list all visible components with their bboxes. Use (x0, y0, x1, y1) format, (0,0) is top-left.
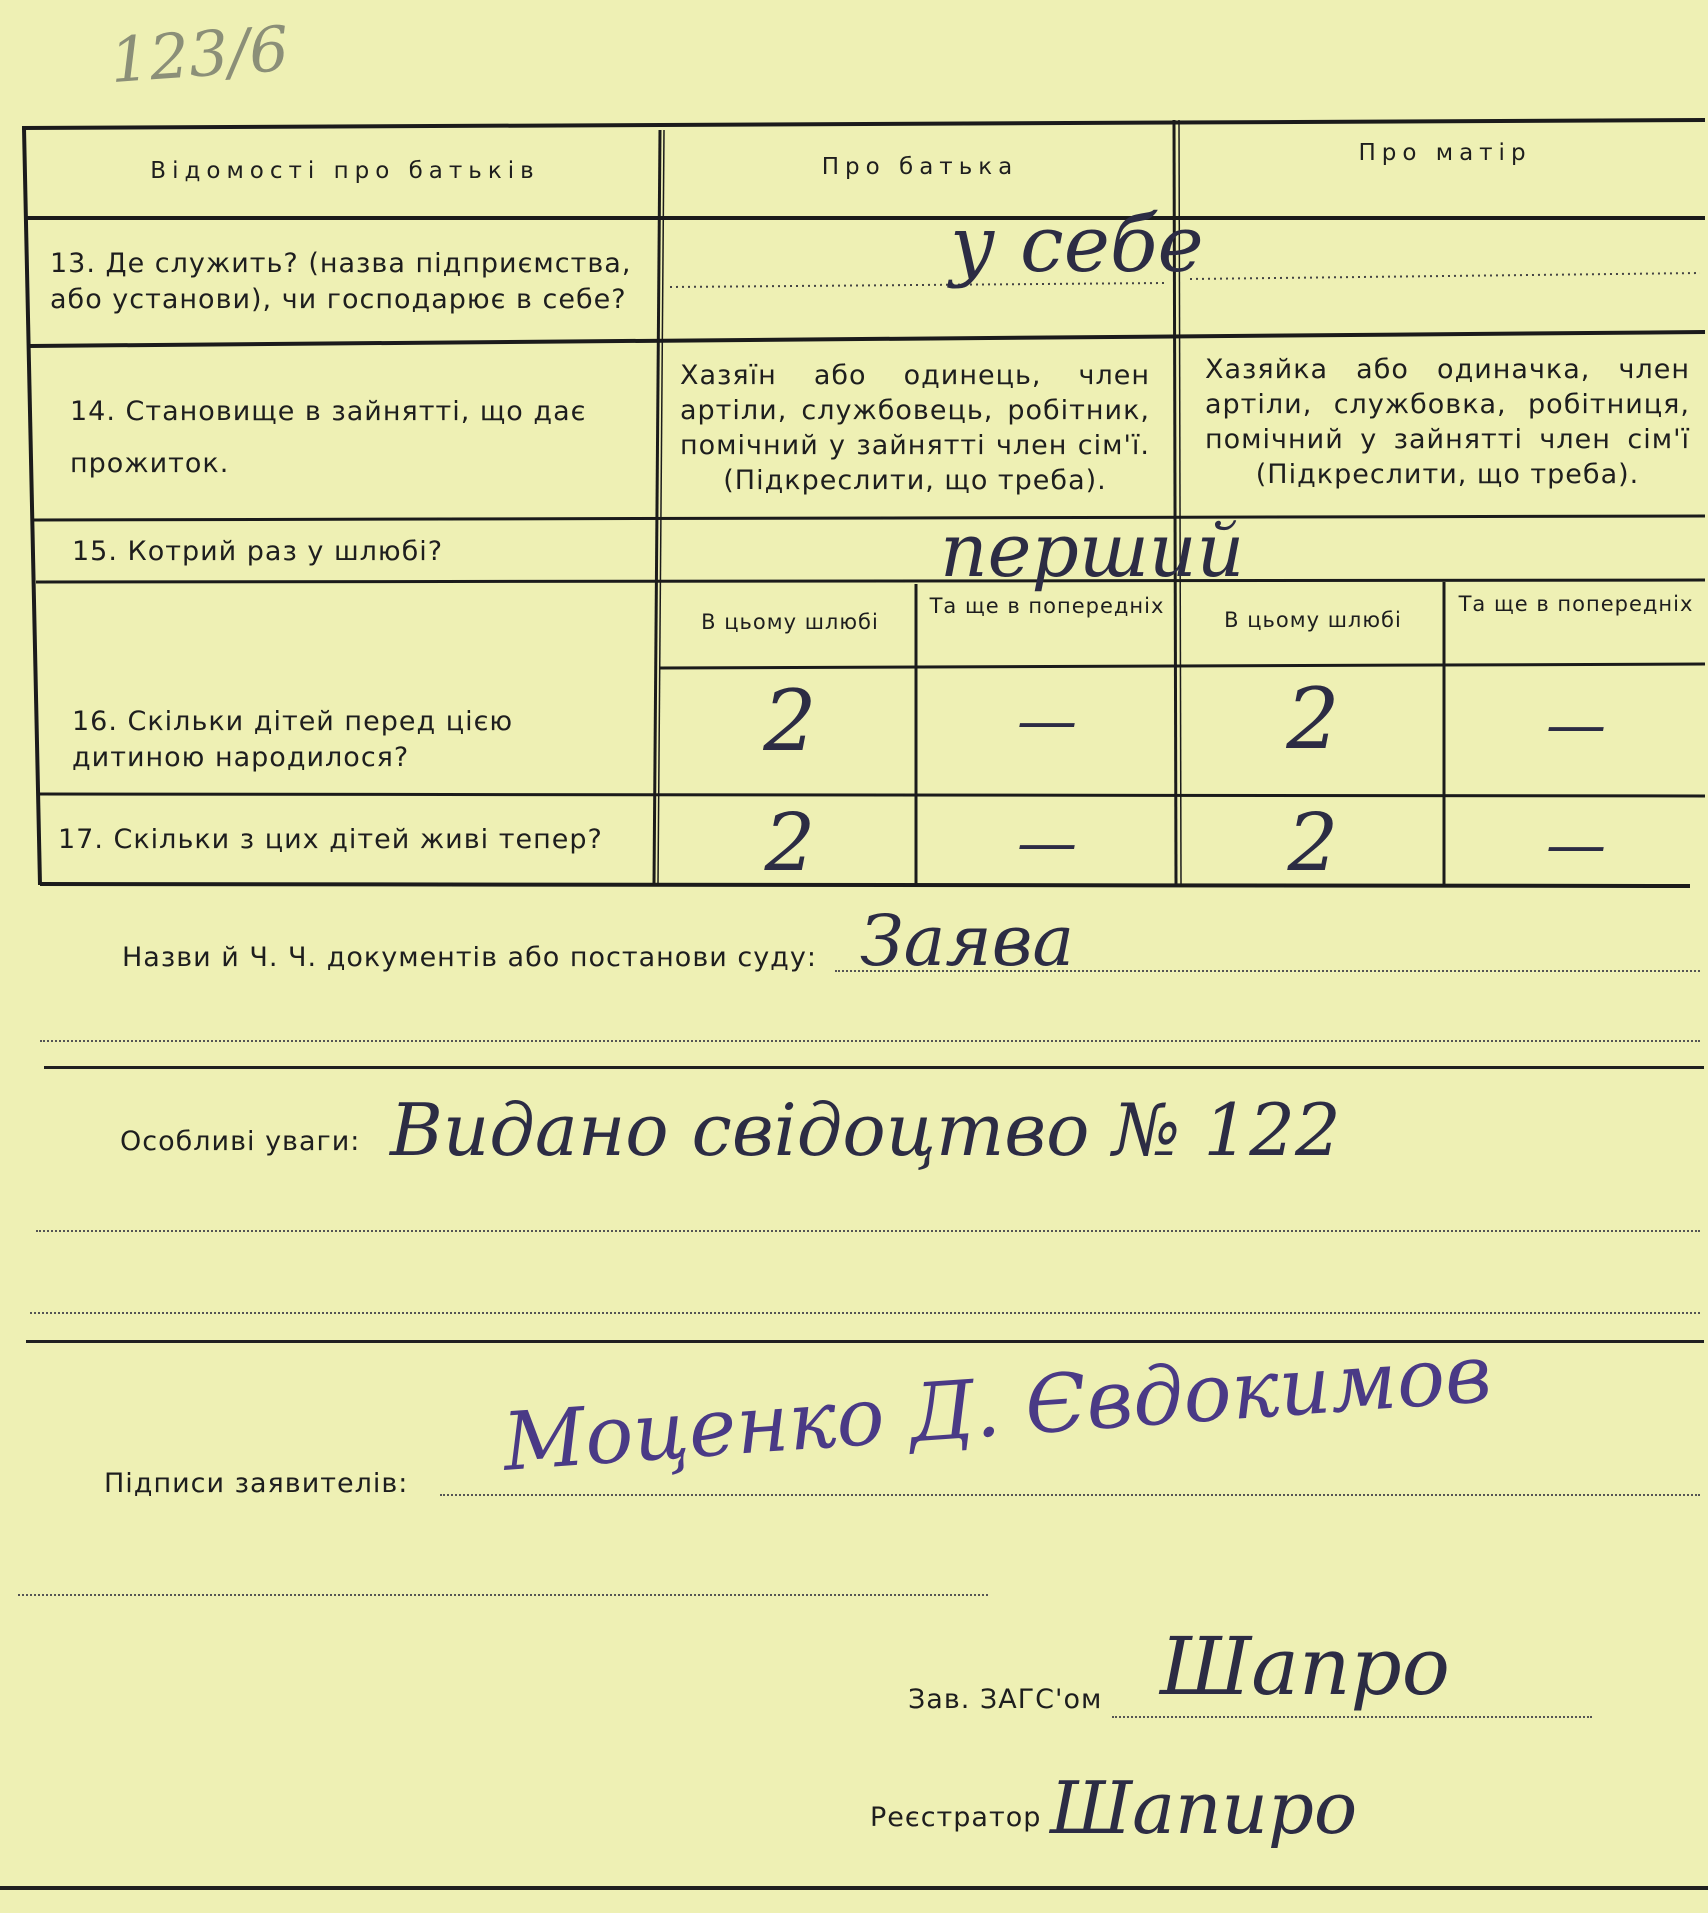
row-16-label: 16. Скільки дітей перед цією дитиною народилося? (72, 706, 514, 773)
row-14-label: 14. Становище в зайнятті, що дає прожиток. (70, 396, 587, 479)
head-handwritten: Шапро (1160, 1620, 1450, 1713)
row-16-mother-prev: — (1546, 690, 1606, 760)
subheader-mother-this-marriage: В цьому шлюбі (1224, 608, 1402, 632)
row-13-label: 13. Де служить? (назва підприємства, або установи), чи господарює в себе? (50, 248, 632, 315)
row-16-father-this: 2 (763, 672, 817, 770)
header-about-father: Про батька (821, 154, 1019, 180)
row-17-mother-this: 2 (1287, 796, 1339, 889)
header-about-mother: Про матір (1358, 140, 1532, 166)
row-17-father-prev: — (1017, 808, 1077, 878)
signatures-dotted-line-2 (18, 1594, 988, 1596)
section-divider-1 (44, 1066, 1704, 1069)
subheader-mother-previous: Та ще в попередніх (1458, 592, 1694, 616)
row-13-handwritten: у себе (950, 200, 1204, 290)
head-label: Зав. ЗАГС'ом (908, 1684, 1103, 1715)
row-16-mother-this: 2 (1286, 670, 1340, 768)
row-14-mother-options: Хазяйка або одиначка, член артіли, службовка, робітниця, помічний у зайнятті член сім'ї (Підкреслити, що треба). (1205, 354, 1690, 490)
signatures-handwritten: Моценко Д. Євдокимов (500, 1326, 1495, 1489)
documents-label: Назви й Ч. Ч. документів або постанови суду: (122, 942, 817, 973)
remarks-dotted-line-2 (30, 1312, 1700, 1314)
remarks-dotted-line-1 (36, 1230, 1700, 1232)
bottom-rule (0, 1886, 1708, 1890)
row-15-handwritten: перший (940, 508, 1245, 594)
subheader-father-this-marriage: В цьому шлюбі (701, 610, 879, 634)
documents-dotted-line-2 (40, 1040, 1700, 1042)
head-dotted-line (1112, 1716, 1592, 1718)
header-parents-info: Відомості про батьків (150, 158, 540, 184)
row-17-mother-prev: — (1546, 810, 1606, 880)
remarks-label: Особливі уваги: (120, 1126, 361, 1157)
remarks-handwritten: Видано свідоцтво № 122 (390, 1088, 1341, 1172)
row-16-father-prev: — (1017, 686, 1077, 756)
row-17-father-this: 2 (764, 796, 816, 889)
signatures-label: Підписи заявителів: (104, 1468, 409, 1499)
signatures-dotted-line (440, 1494, 1700, 1496)
row-15-label: 15. Котрий раз у шлюбі? (72, 536, 444, 567)
corner-note: 123/6 (107, 11, 292, 98)
row-17-label: 17. Скільки з цих дітей живі тепер? (58, 824, 603, 855)
subheader-father-previous: Та ще в попередніх (929, 594, 1165, 618)
row-14-father-options: Хазяїн або одинець, член артіли, службовець, робітник, помічний у зайнятті член сім'ї. (Підкреслити, що треба). (680, 360, 1150, 496)
registrar-label: Реєстратор (870, 1802, 1042, 1833)
registrar-handwritten: Шапиро (1050, 1766, 1358, 1850)
documents-handwritten: Заява (860, 900, 1075, 982)
